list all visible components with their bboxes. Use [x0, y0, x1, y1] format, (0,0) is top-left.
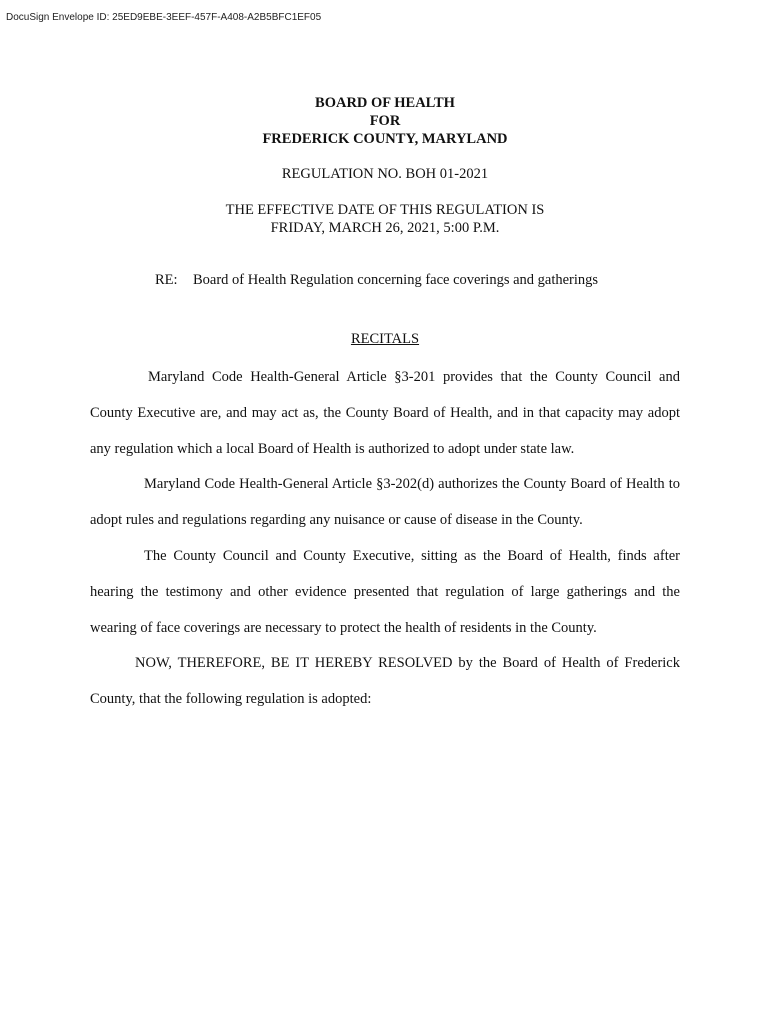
subject-line: [155, 272, 598, 289]
recital-paragraph: Maryland Code Health-General Article §3-202(d) authorizes the County Board of Health to adopt rules and regulations regarding any nuisance or cause of disease in the County.: [90, 476, 680, 528]
effective-date-line-2: FRIDAY, MARCH 26, 2021, 5:00 P.M.: [270, 220, 500, 236]
resolution-paragraph: NOW, THEREFORE, BE IT HEREBY RESOLVED by the Board of Health of Frederick County, that the following regulation is adopted:: [90, 655, 680, 707]
title-line-board-of-health: BOARD OF HEALTH: [315, 95, 455, 111]
title-line-county: FREDERICK COUNTY, MARYLAND: [262, 131, 508, 147]
effective-date-block: [0, 201, 770, 237]
docusign-envelope-id: DocuSign Envelope ID: 25ED9EBE-3EEF-457F-A408-A2B5BFC1EF05: [6, 12, 322, 23]
effective-date-line-1: THE EFFECTIVE DATE OF THIS REGULATION IS: [225, 202, 545, 218]
recital-paragraph: Maryland Code Health-General Article §3-201 provides that the County Council and County Executive are, and may act as, the County Board of Health, and in that capacity may adopt any regulation which a local Board of Health is authorized to adopt under state law.: [90, 369, 680, 457]
recitals-heading: RECITALS: [350, 331, 420, 347]
recital-paragraph: The County Council and County Executive, sitting as the Board of Health, finds after hearing the testimony and other evidence presented that regulation of large gatherings and the wearing of face coverings are necessary to protect the health of residents in the County.: [90, 548, 680, 636]
subject-label: RE:: [155, 272, 178, 288]
title-line-for: FOR: [369, 113, 401, 129]
subject-text: Board of Health Regulation concerning face coverings and gatherings: [193, 272, 599, 288]
regulation-number: REGULATION NO. BOH 01-2021: [281, 166, 489, 182]
document-title: [0, 94, 770, 148]
